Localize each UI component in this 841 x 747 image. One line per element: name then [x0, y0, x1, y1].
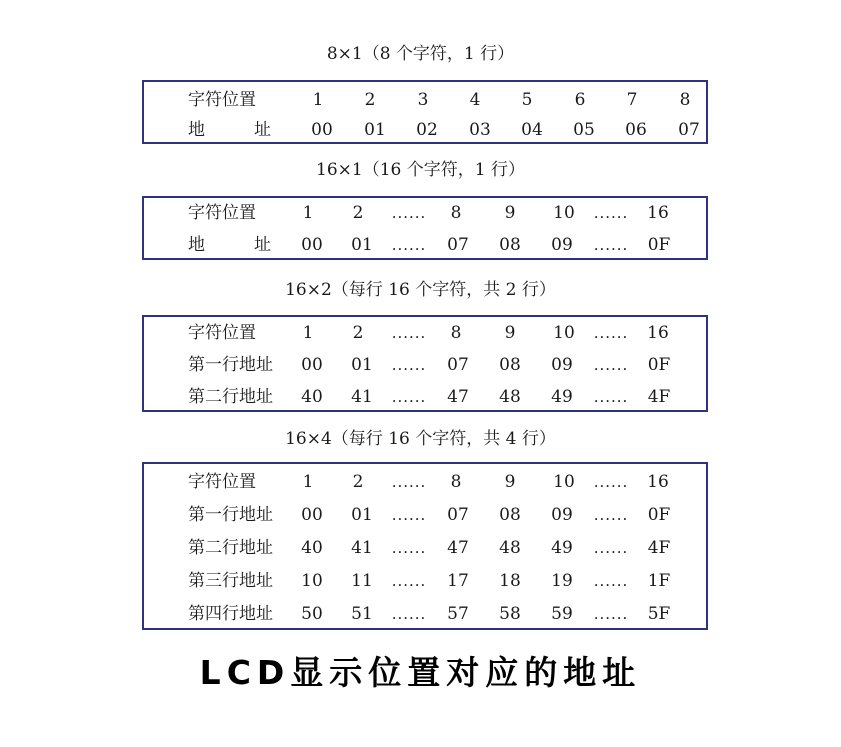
cell: 16	[647, 472, 669, 492]
cell: 08	[499, 355, 521, 375]
cell: 07	[447, 505, 469, 525]
cell: 02	[416, 120, 438, 140]
cell: 5F	[647, 604, 671, 624]
cell: 10	[553, 203, 575, 223]
cell: 09	[551, 505, 573, 525]
ellipsis: ......	[391, 324, 427, 342]
table-row	[144, 470, 706, 494]
cell: 08	[499, 505, 521, 525]
cell: 00	[301, 355, 323, 375]
cell: 09	[551, 235, 573, 255]
ellipsis: ......	[593, 539, 629, 557]
table-row	[144, 118, 706, 142]
cell: 07	[447, 235, 469, 255]
cell: 8	[679, 90, 691, 110]
cell: 01	[351, 355, 373, 375]
table-row	[144, 353, 706, 377]
ellipsis: ......	[391, 572, 427, 590]
cell: 40	[301, 387, 323, 407]
table-16x4	[142, 462, 708, 630]
row-label-left: 地	[188, 120, 205, 140]
cell: 11	[351, 571, 373, 591]
row-label-right: 址	[254, 120, 271, 140]
ellipsis: ......	[391, 204, 427, 222]
caption-16x4: 16×4（每行 16 个字符，共 4 行）	[285, 429, 556, 449]
cell: 16	[647, 323, 669, 343]
row-label: 第四行地址	[188, 604, 273, 624]
cell: 8	[450, 203, 462, 223]
ellipsis: ......	[593, 324, 629, 342]
ellipsis: ......	[391, 473, 427, 491]
row-label: 字符位置	[188, 323, 256, 343]
table-row	[144, 602, 706, 626]
cell: 10	[553, 472, 575, 492]
cell: 01	[351, 235, 373, 255]
ellipsis: ......	[391, 605, 427, 623]
row-label: 字符位置	[188, 90, 256, 110]
cell: 4F	[647, 387, 671, 407]
ellipsis: ......	[593, 506, 629, 524]
figure-title: LCD显示位置对应的地址	[199, 653, 642, 692]
cell: 05	[573, 120, 595, 140]
cell: 06	[625, 120, 647, 140]
cell: 51	[351, 604, 373, 624]
ellipsis: ......	[593, 572, 629, 590]
cell: 09	[551, 355, 573, 375]
cell: 48	[499, 538, 521, 558]
row-label: 第一行地址	[188, 505, 273, 525]
caption-16x1: 16×1（16 个字符，1 行）	[316, 160, 525, 180]
row-label: 第二行地址	[188, 538, 273, 558]
cell: 01	[351, 505, 373, 525]
table-row	[144, 503, 706, 527]
ellipsis: ......	[593, 236, 629, 254]
cell: 9	[504, 472, 516, 492]
cell: 40	[301, 538, 323, 558]
cell: 2	[352, 323, 364, 343]
cell: 16	[647, 203, 669, 223]
cell: 00	[311, 120, 333, 140]
ellipsis: ......	[593, 473, 629, 491]
ellipsis: ......	[593, 204, 629, 222]
row-label: 第一行地址	[188, 355, 273, 375]
table-8x1	[142, 80, 708, 144]
table-row	[144, 569, 706, 593]
table-16x2	[142, 315, 708, 412]
caption-8x1: 8×1（8 个字符，1 行）	[326, 44, 515, 64]
table-row	[144, 536, 706, 560]
cell: 8	[450, 323, 462, 343]
cell: 4	[469, 90, 481, 110]
row-label: 第三行地址	[188, 571, 273, 591]
ellipsis: ......	[593, 388, 629, 406]
cell: 2	[352, 203, 364, 223]
ellipsis: ......	[593, 605, 629, 623]
cell: 9	[504, 323, 516, 343]
ellipsis: ......	[391, 539, 427, 557]
cell: 0F	[647, 355, 671, 375]
cell: 2	[364, 90, 376, 110]
caption-16x2: 16×2（每行 16 个字符，共 2 行）	[285, 280, 556, 300]
table-row	[144, 385, 706, 409]
cell: 08	[499, 235, 521, 255]
ellipsis: ......	[391, 506, 427, 524]
cell: 1	[302, 323, 314, 343]
cell: 00	[301, 505, 323, 525]
cell: 1	[302, 472, 314, 492]
cell: 59	[551, 604, 573, 624]
cell: 57	[447, 604, 469, 624]
cell: 8	[450, 472, 462, 492]
cell: 48	[499, 387, 521, 407]
cell: 01	[364, 120, 386, 140]
cell: 1	[302, 203, 314, 223]
ellipsis: ......	[391, 388, 427, 406]
table-16x1	[142, 196, 708, 260]
cell: 47	[447, 387, 469, 407]
cell: 04	[521, 120, 543, 140]
cell: 7	[626, 90, 638, 110]
cell: 5	[521, 90, 533, 110]
cell: 3	[417, 90, 429, 110]
ellipsis: ......	[593, 356, 629, 374]
ellipsis: ......	[391, 236, 427, 254]
cell: 1	[312, 90, 324, 110]
cell: 41	[351, 387, 373, 407]
cell: 10	[301, 571, 323, 591]
cell: 03	[469, 120, 491, 140]
cell: 9	[504, 203, 516, 223]
cell: 49	[551, 538, 573, 558]
cell: 50	[301, 604, 323, 624]
cell: 17	[447, 571, 469, 591]
cell: 4F	[647, 538, 671, 558]
ellipsis: ......	[391, 356, 427, 374]
table-row	[144, 321, 706, 345]
cell: 00	[301, 235, 323, 255]
row-label-left: 地	[188, 235, 205, 255]
row-label-right: 址	[254, 235, 271, 255]
row-label: 第二行地址	[188, 387, 273, 407]
cell: 10	[553, 323, 575, 343]
cell: 2	[352, 472, 364, 492]
cell: 0F	[647, 505, 671, 525]
cell: 41	[351, 538, 373, 558]
row-label: 字符位置	[188, 472, 256, 492]
cell: 18	[499, 571, 521, 591]
cell: 19	[551, 571, 573, 591]
cell: 47	[447, 538, 469, 558]
cell: 49	[551, 387, 573, 407]
table-row	[144, 201, 706, 225]
cell: 07	[447, 355, 469, 375]
cell: 0F	[647, 235, 671, 255]
cell: 6	[574, 90, 586, 110]
cell: 58	[499, 604, 521, 624]
cell: 07	[678, 120, 700, 140]
cell: 1F	[647, 571, 671, 591]
row-label: 字符位置	[188, 203, 256, 223]
table-row	[144, 233, 706, 257]
table-row	[144, 88, 706, 112]
